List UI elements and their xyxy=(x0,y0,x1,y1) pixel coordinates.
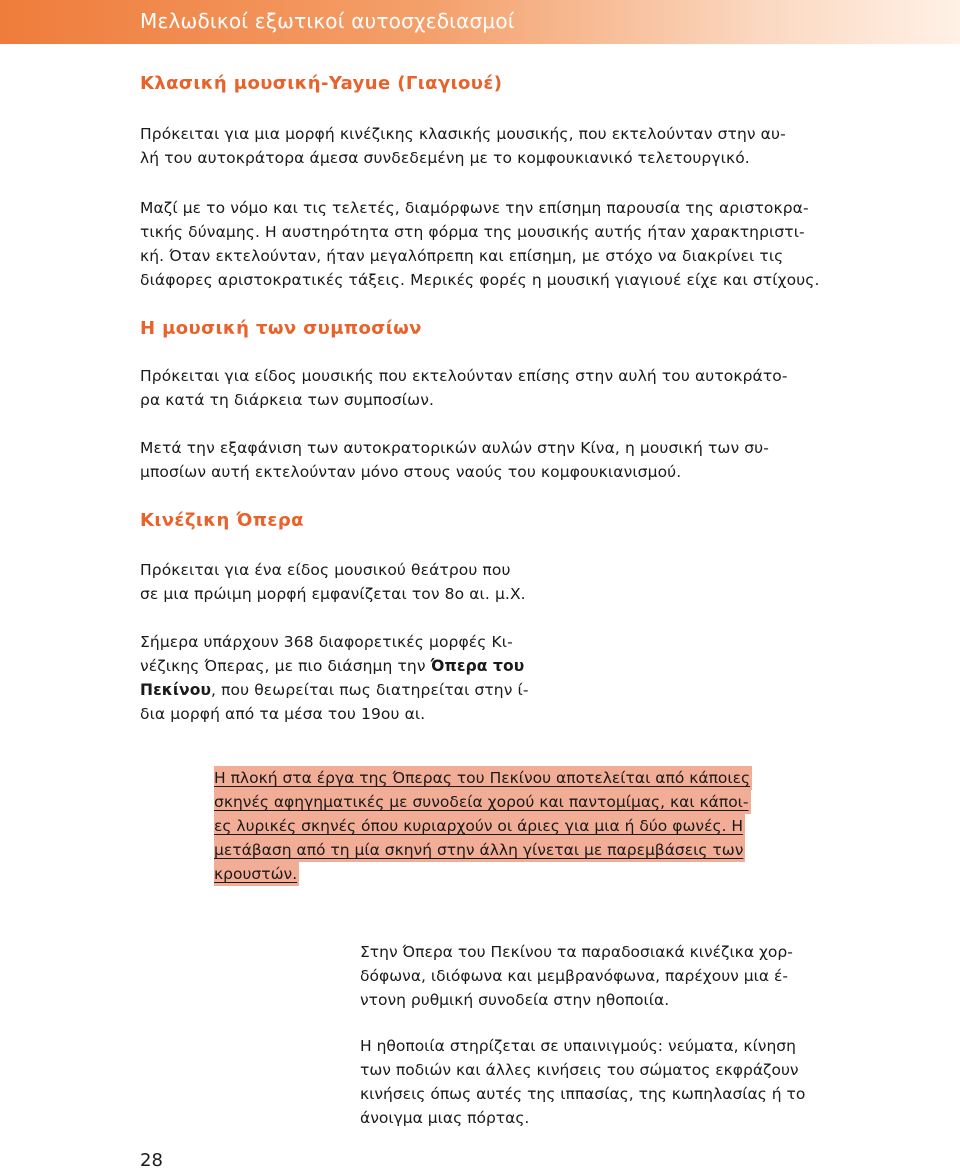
text-line: Μαζί με το νόμο και τις τελετές, διαμόρφωνε την επίσημη παρουσία της αριστοκρα- xyxy=(140,199,809,217)
text-line: σε μια πρώιμη μορφή εμφανίζεται τον 8ο αι. μ.Χ. xyxy=(140,585,526,603)
paragraph-acting xyxy=(360,1034,806,1130)
bold-term-peking: Πεκίνου xyxy=(140,681,212,699)
highlighted-line: σκηνές αφηγηματικές με συνοδεία χορού και παντομίμας, και κάποι- xyxy=(214,790,751,814)
text-line: των ποδιών και άλλες κινήσεις του σώματος εκφράζουν xyxy=(360,1061,799,1079)
highlighted-line: ες λυρικές σκηνές όπου κυριαρχούν οι άριες για μια ή δύο φωνές. Η xyxy=(214,814,745,838)
paragraph-banquet-temples xyxy=(140,436,792,484)
paragraph-opera-forms xyxy=(140,630,550,726)
text-line xyxy=(140,654,550,678)
text-line xyxy=(140,678,550,702)
highlighted-line: κρουστών. xyxy=(214,862,299,886)
text-line: ντονη ρυθμική συνοδεία στην ηθοποιία. xyxy=(360,991,670,1009)
text-line: τικής δύναμης. Η αυστηρότητα στη φόρμα της μουσικής αυτής ήταν χαρακτηριστι- xyxy=(140,223,805,241)
text-line: δια μορφή από τα μέσα του 19ου αι. xyxy=(140,705,426,723)
text-line: κινήσεις όπως αυτές της ιππασίας, της κωπηλασίας ή το xyxy=(360,1085,806,1103)
highlighted-line: μετάβαση από τη μία σκηνή στην άλλη γίνεται με παρεμβάσεις των xyxy=(214,838,745,862)
paragraph-banquet-intro xyxy=(140,364,792,412)
text-line: μποσίων αυτή εκτελούνταν μόνο στους ναούς του κομφουκιανισμού. xyxy=(140,463,682,481)
text-line: δόφωνα, ιδιόφωνα και μεμβρανόφωνα, παρέχουν μια έ- xyxy=(360,967,788,985)
text-line: διάφορες αριστοκρατικές τάξεις. Μερικές φορές η μουσική γιαγιουέ είχε και στίχους. xyxy=(140,271,820,289)
paragraph-opera-intro xyxy=(140,558,550,606)
paragraph-instruments xyxy=(360,940,800,1012)
highlighted-paragraph xyxy=(214,766,784,886)
header-band xyxy=(0,0,960,44)
section-heading-opera: Κινέζικη Όπερα xyxy=(140,510,304,531)
text-line: Πρόκειται για είδος μουσικής που εκτελούνταν επίσης στην αυλή του αυτοκράτο- xyxy=(140,367,788,385)
page-number: 28 xyxy=(140,1150,163,1171)
page-header-title: Μελωδικοί εξωτικοί αυτοσχεδιασμοί xyxy=(140,9,515,33)
paragraph-classical-aristocracy xyxy=(140,196,820,292)
text-line: Πρόκειται για ένα είδος μουσικού θεάτρου που xyxy=(140,561,511,579)
section-heading-classical: Κλασική μουσική-Yayue (Γιαγιουέ) xyxy=(140,73,503,94)
text-line: λή του αυτοκράτορα άμεσα συνδεδεμένη με το κομφουκιανικό τελετουργικό. xyxy=(140,149,750,167)
text-line: Η ηθοποιία στηρίζεται σε υπαινιγμούς: νεύματα, κίνηση xyxy=(360,1037,796,1055)
highlighted-line: Η πλοκή στα έργα της Όπερας του Πεκίνου αποτελείται από κάποιες xyxy=(214,766,752,790)
text-line: Σήμερα υπάρχουν 368 διαφορετικές μορφές Κι- xyxy=(140,633,513,651)
section-heading-banquet: Η μουσική των συμποσίων xyxy=(140,318,422,339)
bold-term-peking-opera: Όπερα του xyxy=(430,657,525,675)
paragraph-classical-intro xyxy=(140,122,792,170)
text-run: νέζικης Όπερας, με πιο διάσημη την xyxy=(140,657,431,675)
text-run: , που θεωρείται πως διατηρείται στην ί- xyxy=(211,681,529,699)
text-line: ρα κατά τη διάρκεια των συμποσίων. xyxy=(140,391,434,409)
text-line: άνοιγμα μιας πόρτας. xyxy=(360,1109,530,1127)
text-line: Στην Όπερα του Πεκίνου τα παραδοσιακά κινέζικα χορ- xyxy=(360,943,793,961)
text-line: Πρόκειται για μια μορφή κινέζικης κλασικής μουσικής, που εκτελούνταν στην αυ- xyxy=(140,125,786,143)
text-line: κή. Όταν εκτελούνταν, ήταν μεγαλόπρεπη και επίσημη, με στόχο να διακρίνει τις xyxy=(140,247,784,265)
text-line: Μετά την εξαφάνιση των αυτοκρατορικών αυλών στην Κίνα, η μουσική των συ- xyxy=(140,439,769,457)
